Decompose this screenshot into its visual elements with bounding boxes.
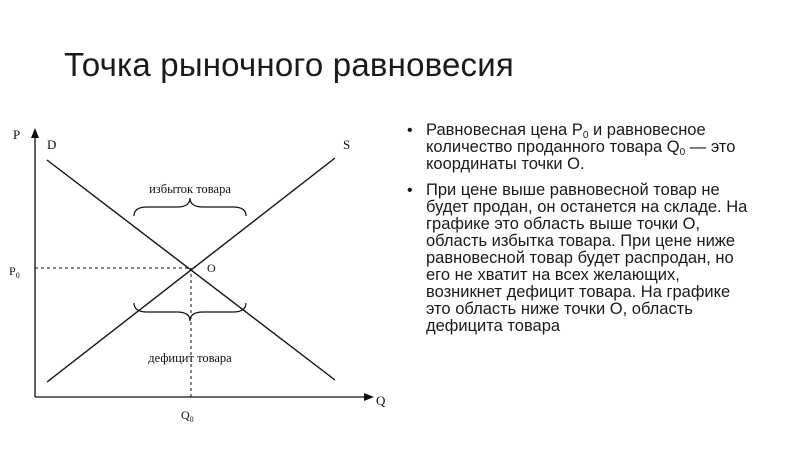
bullet-item-equilibrium: • Равновесная цена $P_0$ и равновесное количество проданного товара $Q_0$ — это координаты точки O.: [405, 122, 750, 173]
bullet-item-explanation: • При цене выше равновесной товар не будет продан, он останется на складе. На графике это область выше точки O, область избытка товара. При цене ниже равновесной товар будет распродан, но его не хватит на всех желающих, возникнет дефицит товара. На графике это область ниже точки O, область дефицита товара: [405, 182, 750, 335]
x-axis-label: Q: [376, 393, 386, 408]
surplus-brace: [134, 198, 246, 216]
price-p0-label: $P_0$: [9, 264, 20, 280]
surplus-label: избыток товара: [149, 182, 231, 196]
equilibrium-point-label: O: [207, 261, 216, 275]
y-axis-label: P: [13, 127, 21, 142]
supply-label: S: [343, 137, 351, 152]
demand-label: D: [47, 137, 57, 152]
quantity-q0-label: $Q_0$: [181, 408, 194, 424]
bullet-list: [405, 122, 750, 344]
deficit-label: дефицит товара: [148, 351, 232, 365]
slide-title: Точка рыночного равновесия: [64, 46, 514, 83]
deficit-brace: [134, 303, 246, 321]
